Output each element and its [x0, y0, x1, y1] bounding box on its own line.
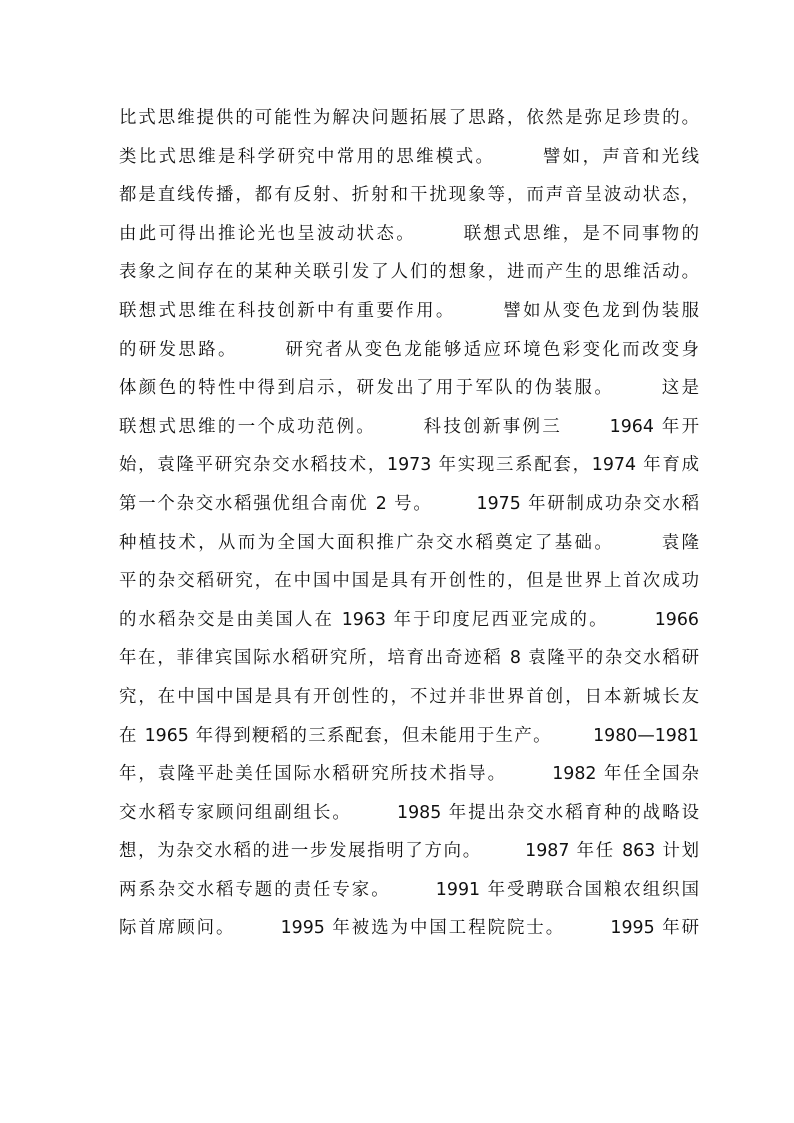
- body-text: [119, 99, 699, 948]
- text-line: 想，为杂交水稻的进一步发展指明了方向。 1987 年任 863 计划: [119, 841, 699, 862]
- text-line: 表象之间存在的某种关联引发了人们的想象，进而产生的思维活动。: [119, 262, 699, 283]
- text-line: 年，袁隆平赴美任国际水稻研究所技术指导。 1982 年任全国杂: [119, 764, 699, 785]
- text-line: 平的杂交稻研究，在中国中国是具有开创性的，但是世界上首次成功: [119, 571, 699, 592]
- text-line: 种植技术，从而为全国大面积推广杂交水稻奠定了基础。 袁隆: [119, 532, 699, 553]
- text-line: 在 1965 年得到粳稻的三系配套，但未能用于生产。 1980—1981: [119, 725, 699, 746]
- text-line: 都是直线传播，都有反射、折射和干扰现象等，而声音呈波动状态，: [119, 185, 699, 206]
- text-line: 交水稻专家顾问组副组长。 1985 年提出杂交水稻育种的战略设: [119, 802, 699, 823]
- text-line: 究，在中国中国是具有开创性的，不过并非世界首创，日本新城长友: [119, 686, 699, 707]
- text-line: 由此可得出推论光也呈波动状态。 联想式思维，是不同事物的: [119, 223, 699, 244]
- text-line: 两系杂交水稻专题的责任专家。 1991 年受聘联合国粮农组织国: [119, 879, 699, 900]
- text-line: 的研发思路。 研究者从变色龙能够适应环境色彩变化而改变身: [119, 339, 699, 360]
- text-line: 比式思维提供的可能性为解决问题拓展了思路，依然是弥足珍贵的。: [119, 108, 699, 128]
- text-line: 第一个杂交水稻强优组合南优 2 号。 1975 年研制成功杂交水稻: [119, 493, 699, 514]
- text-line: 际首席顾问。 1995 年被选为中国工程院院士。 1995 年研: [119, 918, 699, 939]
- text-line: 类比式思维是科学研究中常用的思维模式。 譬如，声音和光线: [119, 146, 699, 167]
- text-line: 始，袁隆平研究杂交水稻技术，1973 年实现三系配套，1974 年育成: [119, 455, 699, 476]
- text-line: 联想式思维在科技创新中有重要作用。 譬如从变色龙到伪装服: [119, 300, 699, 321]
- text-line: 的水稻杂交是由美国人在 1963 年于印度尼西亚完成的。 1966: [119, 609, 699, 630]
- text-line: 体颜色的特性中得到启示，研发出了用于军队的伪装服。 这是: [119, 378, 699, 399]
- text-line: 年在，菲律宾国际水稻研究所，培育出奇迹稻 8 袁隆平的杂交水稻研: [119, 648, 699, 669]
- text-line: 联想式思维的一个成功范例。 科技创新事例三 1964 年开: [119, 416, 699, 437]
